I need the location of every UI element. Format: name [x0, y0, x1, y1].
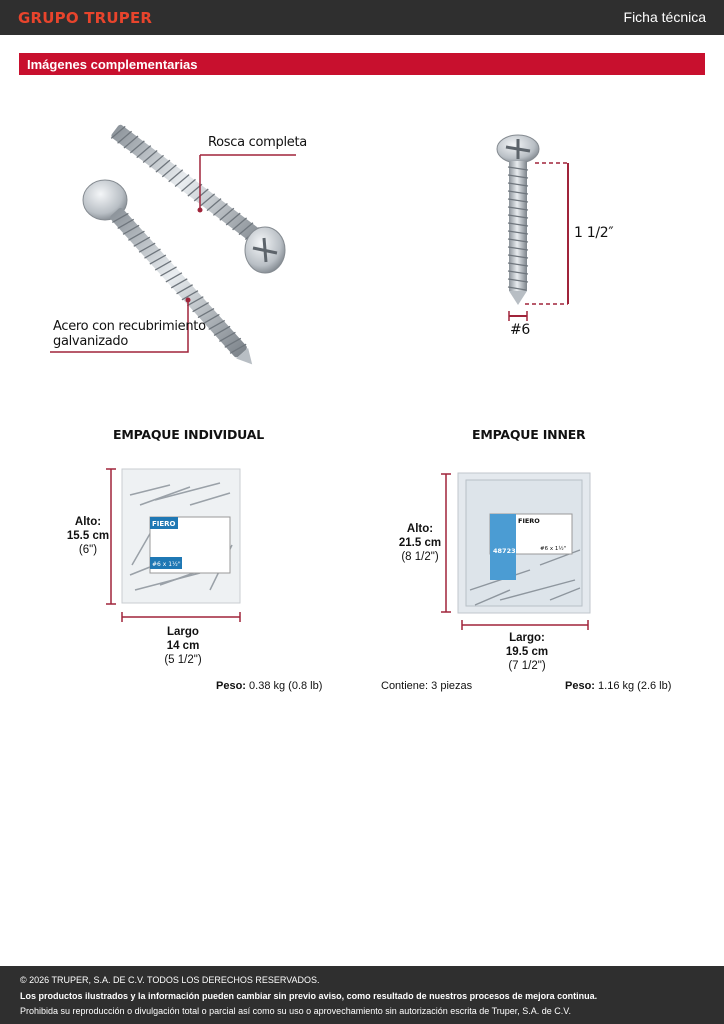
footer-disclaimer: Los productos ilustrados y la información pueden cambiar sin previo aviso, como resultado de nuestros procesos de mejora continua.: [20, 991, 598, 1001]
individual-pack-diagram: [100, 465, 260, 625]
bag-size-text: #6 x 1½": [152, 561, 181, 568]
inner-height: Alto: 21.5 cm (8 1/2"): [398, 523, 442, 563]
footer-copyright: © 2026 TRUPER, S.A. DE C.V. TODOS LOS DERECHOS RESERVADOS.: [20, 975, 320, 985]
inner-pack-title: EMPAQUE INNER: [472, 427, 586, 442]
screw-length-label: 1 1/2″: [574, 225, 614, 241]
section-title: Imágenes complementarias: [27, 57, 198, 72]
individual-height: Alto: 15.5 cm (6"): [66, 516, 110, 556]
callout-material-line2: galvanizado: [53, 334, 129, 349]
inner-weight: Peso: 1.16 kg (2.6 lb): [565, 680, 672, 692]
individual-weight: Peso: 0.38 kg (0.8 lb): [216, 680, 323, 692]
brand-logo: GRUPO TRUPER: [18, 9, 153, 27]
inner-bag-brand-text: FIERO: [518, 517, 540, 525]
callout-thread: Rosca completa: [208, 135, 307, 150]
screw-gauge-label: #6: [510, 322, 531, 338]
footer-prohibition: Prohibida su reproducción o divulgación total o parcial así como su uso o aprovechamiento sin autorización escrita de Truper, S.A. de C.V.: [20, 1006, 571, 1016]
individual-pack-title: EMPAQUE INDIVIDUAL: [113, 427, 264, 442]
callout-material-line1: Acero con recubrimiento: [53, 319, 206, 334]
inner-bag-size-text: #6 x 1½": [540, 546, 567, 552]
individual-length: Largo 14 cm (5 1/2"): [164, 626, 202, 666]
inner-contents: Contiene: 3 piezas: [381, 680, 473, 692]
inner-bag-code-text: 48723: [493, 547, 516, 555]
inner-pack-diagram: [440, 470, 600, 630]
document-type: Ficha técnica: [623, 9, 706, 25]
bag-brand-text: FIERO: [152, 520, 176, 528]
inner-length: Largo: 19.5 cm (7 1/2"): [505, 632, 549, 672]
page-footer: [0, 966, 724, 1024]
